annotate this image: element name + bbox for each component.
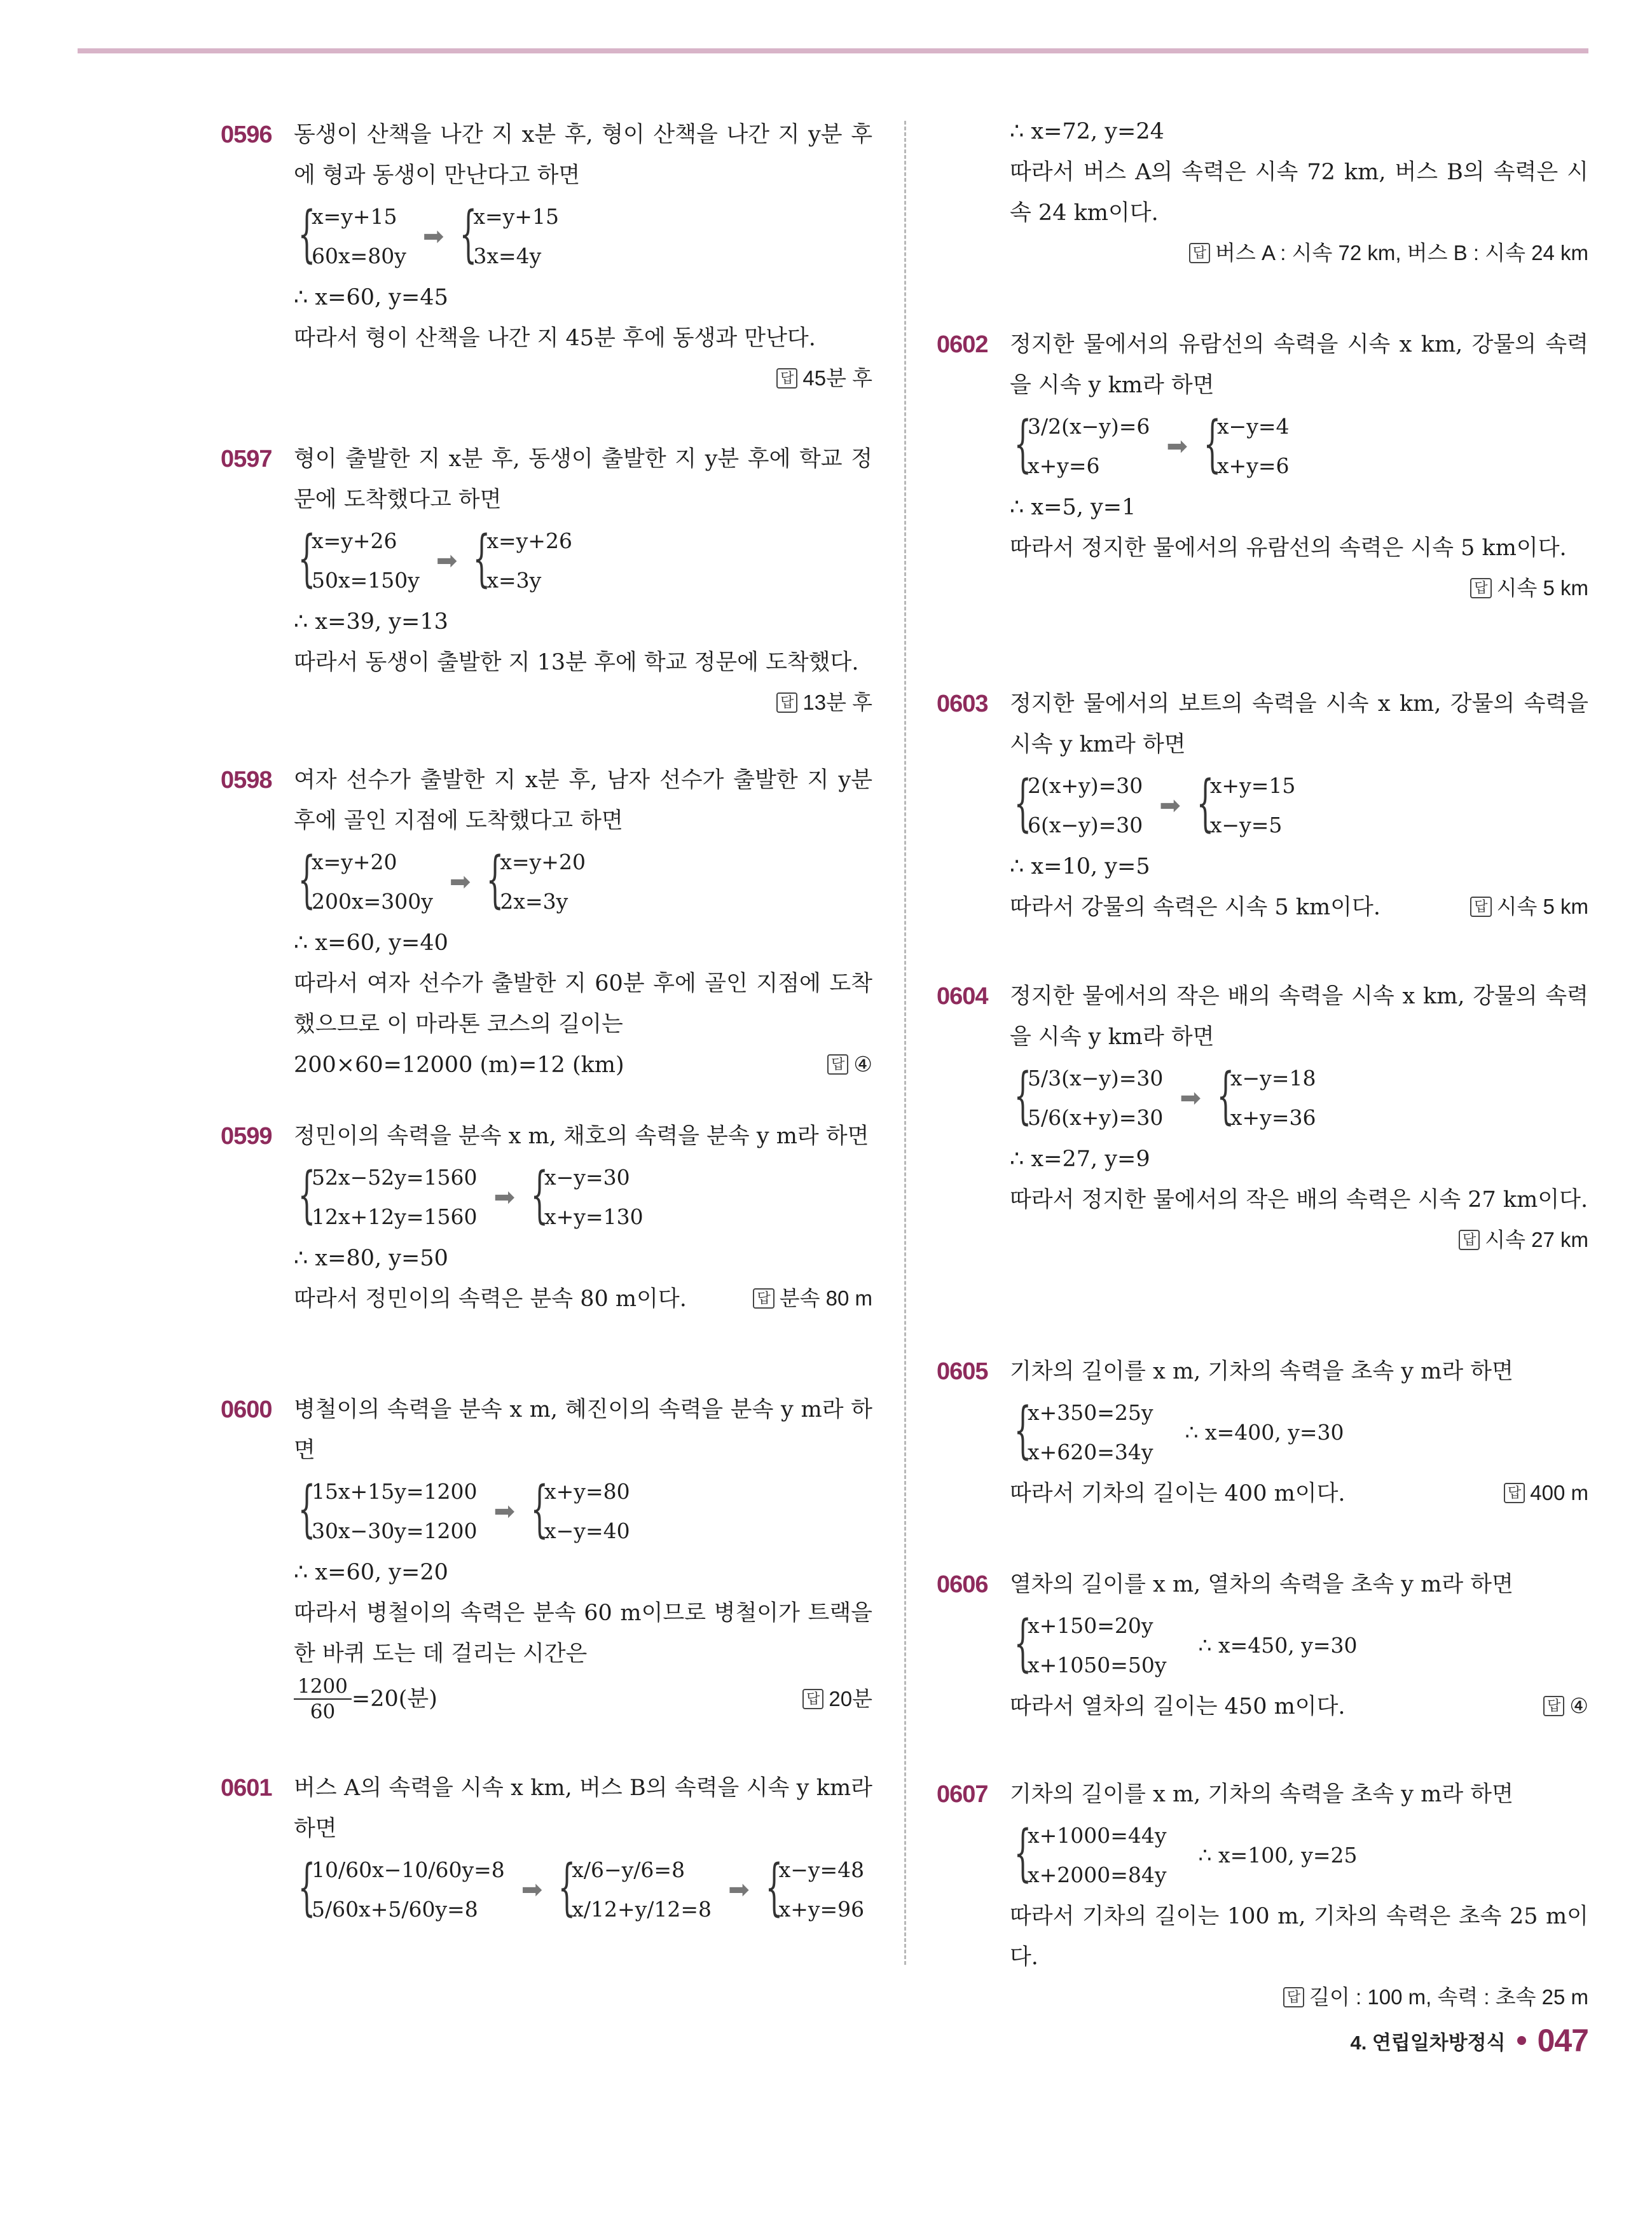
brace-icon: {: [460, 198, 478, 270]
bullet-icon: [1517, 2036, 1526, 2045]
equation-system: { x=y+26 x=3y: [473, 523, 572, 594]
equation-system: { 3/2(x−y)=6 x+y=6: [1014, 408, 1150, 479]
equation-system: { 15x+15y=1200 30x−30y=1200: [298, 1473, 478, 1545]
problem-body: [294, 1768, 872, 1931]
calc-row: [294, 1045, 872, 1085]
equation-row: [294, 1158, 872, 1237]
problem-text: 정지한 물에서의 보트의 속력을 시속 x km, 강물의 속력을 시속 y km라 하면: [1010, 691, 1588, 757]
conclusion-row: [1010, 887, 1588, 928]
brace-icon: {: [530, 1159, 549, 1230]
equation-system: { 52x−52y=1560 12x+12y=1560: [298, 1159, 478, 1230]
equation-system: { x+150=20y x+1050=50y: [1014, 1607, 1167, 1679]
answer: 답 45분 후: [294, 359, 872, 398]
answer-icon: 답: [753, 1288, 774, 1309]
brace-icon: {: [298, 1852, 316, 1923]
therefore-line: ∴ x=5, y=1: [1010, 495, 1136, 520]
equation-system: { x=y+20 200x=300y: [298, 844, 433, 915]
arrow-icon: ➡: [1166, 432, 1188, 461]
arrow-icon: ➡: [728, 1875, 750, 1904]
equation-system: { 2(x+y)=30 6(x−y)=30: [1014, 767, 1143, 839]
problem-text: 병철이의 속력을 분속 x m, 혜진이의 속력을 분속 y m라 하면: [294, 1397, 872, 1463]
equation-row: [1010, 407, 1588, 486]
equation-row: [294, 843, 872, 921]
answer: 답 분속 80 m: [753, 1279, 872, 1319]
equation-row: [294, 521, 872, 600]
problem-number: 0606: [937, 1571, 988, 1598]
answer: 답 13분 후: [294, 683, 872, 722]
answer-icon: 답: [1470, 897, 1491, 917]
therefore-line: ∴ x=27, y=9: [1010, 1146, 1150, 1172]
answer-icon: 답: [776, 692, 797, 713]
conclusion: 따라서 열차의 길이는 450 m이다.: [1010, 1694, 1346, 1719]
brace-icon: {: [1014, 767, 1032, 839]
conclusion-row: [1010, 1473, 1588, 1514]
equation-system: { x−y=18 x+y=36: [1216, 1060, 1316, 1131]
conclusion: 따라서 기차의 길이는 400 m이다.: [1010, 1481, 1346, 1506]
answer-icon: 답: [827, 1054, 848, 1075]
equation-system: { x+350=25y x+620=34y: [1014, 1394, 1153, 1466]
problem-text: 형이 출발한 지 x분 후, 동생이 출발한 지 y분 후에 학교 정문에 도착했다고 하면: [294, 446, 872, 513]
answer: 답 시속 27 km: [1010, 1220, 1588, 1260]
page-footer: [1350, 2022, 1588, 2059]
therefore-line: ∴ x=60, y=20: [294, 1560, 448, 1585]
equation-system: { 10/60x−10/60y=8 5/60x+5/60y=8: [298, 1852, 505, 1923]
calculation: $\frac{1200}{60}$ =20(분): [294, 1674, 437, 1724]
therefore-line: ∴ x=400, y=30: [1185, 1420, 1344, 1445]
therefore-line: ∴ x=450, y=30: [1198, 1633, 1358, 1658]
brace-icon: {: [1014, 1817, 1032, 1889]
page-number: 047: [1537, 2023, 1588, 2058]
conclusion: 따라서 병철이의 속력은 분속 60 m이므로 병철이가 트랙을 한 바퀴 도는 데 걸리는 시간은: [294, 1600, 872, 1667]
brace-icon: {: [765, 1852, 783, 1923]
answer-icon: 답: [1470, 578, 1491, 598]
problem-body: [294, 1389, 872, 1724]
equation-system: { x=y+20 2x=3y: [486, 844, 586, 915]
therefore-line: ∴ x=72, y=24: [1010, 119, 1164, 144]
arrow-icon: ➡: [1159, 791, 1181, 820]
therefore-line: ∴ x=10, y=5: [1010, 854, 1150, 879]
brace-icon: {: [486, 844, 504, 915]
arrow-icon: ➡: [449, 867, 471, 897]
equation-system: { x+y=15 x−y=5: [1196, 767, 1296, 839]
problem-body: [1010, 111, 1588, 273]
problem-text: 정민이의 속력을 분속 x m, 채호의 속력을 분속 y m라 하면: [294, 1124, 869, 1149]
answer: 답 ④: [1543, 1686, 1588, 1727]
conclusion: 따라서 강물의 속력은 시속 5 km이다.: [1010, 895, 1380, 920]
conclusion-row: [1010, 1686, 1588, 1727]
problem-body: [1010, 324, 1588, 608]
therefore-line: ∴ x=100, y=25: [1198, 1843, 1358, 1868]
conclusion: 따라서 여자 선수가 출발한 지 60분 후에 골인 지점에 도착했으므로 이 마라톤 코스의 길이는: [294, 971, 872, 1037]
arrow-icon: ➡: [436, 546, 458, 575]
brace-icon: {: [473, 523, 491, 594]
equation-system: { x−y=30 x+y=130: [530, 1159, 644, 1230]
problem-number: 0604: [937, 983, 988, 1010]
conclusion-row: [294, 1279, 872, 1319]
conclusion: 따라서 형이 산책을 나간 지 45분 후에 동생과 만난다.: [294, 326, 816, 351]
answer: 답 시속 5 km: [1010, 568, 1588, 608]
problem-number: 0598: [221, 767, 272, 794]
brace-icon: {: [1014, 1060, 1032, 1131]
conclusion: 따라서 정민이의 속력은 분속 80 m이다.: [294, 1286, 687, 1312]
equation-system: { x−y=48 x+y=96: [765, 1852, 865, 1923]
equation-system: { x−y=4 x+y=6: [1203, 408, 1290, 479]
problem-text: 동생이 산책을 나간 지 x분 후, 형이 산책을 나간 지 y분 후에 형과 동생이 만난다고 하면: [294, 122, 872, 188]
fraction: $\frac{1200}{60}$: [294, 1674, 352, 1724]
equation-row: [1010, 1816, 1588, 1895]
therefore-line: ∴ x=60, y=45: [294, 285, 448, 310]
brace-icon: {: [1014, 1607, 1032, 1679]
equation-row: [1010, 1059, 1588, 1138]
equation-row: [1010, 1393, 1588, 1472]
top-accent-bar: [78, 48, 1588, 53]
answer-icon: 답: [1283, 1987, 1304, 2007]
arrow-icon: ➡: [493, 1183, 516, 1212]
equation-row: [294, 1850, 872, 1929]
equation-row: [1010, 766, 1588, 845]
problem-number: 0605: [937, 1358, 988, 1385]
problem-body: [1010, 1774, 1588, 2017]
problem-body: [1010, 976, 1588, 1260]
problem-body: [1010, 1564, 1588, 1727]
problem-body: [294, 760, 872, 1085]
answer: 답 버스 A : 시속 72 km, 버스 B : 시속 24 km: [1010, 233, 1588, 273]
problem-text: 열차의 길이를 x m, 열차의 속력을 초속 y m라 하면: [1010, 1572, 1513, 1597]
brace-icon: {: [298, 1473, 316, 1545]
therefore-line: ∴ x=39, y=13: [294, 609, 448, 635]
answer-icon: 답: [776, 368, 797, 389]
equation-system: { x+1000=44y x+2000=84y: [1014, 1817, 1167, 1889]
answer-icon: 답: [1543, 1696, 1564, 1716]
problem-number: 0603: [937, 691, 988, 717]
equation-row: [294, 197, 872, 276]
problem-body: [294, 1116, 872, 1319]
therefore-line: ∴ x=60, y=40: [294, 930, 448, 956]
calculation: 200×60=12000 (m)=12 (km): [294, 1052, 624, 1078]
conclusion: 따라서 정지한 물에서의 작은 배의 속력은 시속 27 km이다.: [1010, 1187, 1588, 1213]
problem-body: [1010, 684, 1588, 928]
equation-system: { x=y+26 50x=150y: [298, 523, 420, 594]
conclusion: 따라서 동생이 출발한 지 13분 후에 학교 정문에 도착했다.: [294, 650, 859, 675]
answer-icon: 답: [802, 1689, 823, 1709]
brace-icon: {: [298, 1159, 316, 1230]
problem-number: 0597: [221, 446, 272, 472]
brace-icon: {: [1203, 408, 1222, 479]
arrow-icon: ➡: [493, 1497, 516, 1526]
conclusion: 따라서 정지한 물에서의 유람선의 속력은 시속 5 km이다.: [1010, 535, 1567, 561]
brace-icon: {: [298, 844, 316, 915]
problem-number: 0607: [937, 1781, 988, 1808]
problem-body: [294, 114, 872, 398]
column-divider: [904, 121, 906, 1965]
problem-text: 기차의 길이를 x m, 기차의 속력을 초속 y m라 하면: [1010, 1782, 1513, 1807]
calc-row: [294, 1674, 872, 1724]
answer: 답 시속 5 km: [1470, 887, 1588, 928]
equation-system: { x+y=80 x−y=40: [530, 1473, 630, 1545]
problem-text: 기차의 길이를 x m, 기차의 속력을 초속 y m라 하면: [1010, 1359, 1513, 1384]
answer: 답 ④: [827, 1045, 872, 1085]
equation-system: { x=y+15 60x=80y: [298, 198, 406, 270]
arrow-icon: ➡: [521, 1875, 543, 1904]
problem-number: 0601: [221, 1775, 272, 1801]
problem-number: 0599: [221, 1123, 272, 1150]
problem-body: [1010, 1351, 1588, 1514]
problem-text: 여자 선수가 출발한 지 x분 후, 남자 선수가 출발한 지 y분 후에 골인 지점에 도착했다고 하면: [294, 767, 872, 834]
problem-number: 0602: [937, 331, 988, 358]
conclusion: 따라서 버스 A의 속력은 시속 72 km, 버스 B의 속력은 시속 24 km이다.: [1010, 160, 1588, 226]
problem-number: 0600: [221, 1396, 272, 1423]
problem-number: 0596: [221, 121, 272, 148]
answer: 답 20분: [802, 1679, 872, 1719]
conclusion: 따라서 기차의 길이는 100 m, 기차의 속력은 초속 25 m이다.: [1010, 1904, 1588, 1970]
answer-icon: 답: [1504, 1483, 1525, 1503]
chapter-title: 4. 연립일차방정식: [1350, 2031, 1506, 2054]
equation-row: [1010, 1606, 1588, 1685]
problem-text: 버스 A의 속력을 시속 x km, 버스 B의 속력을 시속 y km라 하면: [294, 1775, 872, 1841]
arrow-icon: ➡: [1180, 1084, 1201, 1113]
answer-icon: 답: [1459, 1230, 1480, 1250]
brace-icon: {: [530, 1473, 549, 1545]
equation-system: { x=y+15 3x=4y: [460, 198, 559, 270]
answer: 답 400 m: [1504, 1473, 1588, 1514]
therefore-line: ∴ x=80, y=50: [294, 1246, 448, 1271]
problem-body: [294, 439, 872, 722]
answer: 답 길이 : 100 m, 속력 : 초속 25 m: [1010, 1978, 1588, 2017]
brace-icon: {: [298, 523, 316, 594]
answer-icon: 답: [1189, 243, 1210, 263]
brace-icon: {: [298, 198, 316, 270]
brace-icon: {: [1216, 1060, 1235, 1131]
brace-icon: {: [558, 1852, 576, 1923]
equation-system: { x/6−y/6=8 x/12+y/12=8: [558, 1852, 712, 1923]
problem-text: 정지한 물에서의 작은 배의 속력을 시속 x km, 강물의 속력을 시속 y km라 하면: [1010, 984, 1588, 1050]
brace-icon: {: [1014, 408, 1032, 479]
brace-icon: {: [1196, 767, 1214, 839]
brace-icon: {: [1014, 1394, 1032, 1466]
arrow-icon: ➡: [422, 222, 444, 251]
equation-system: { 5/3(x−y)=30 5/6(x+y)=30: [1014, 1060, 1164, 1131]
problem-text: 정지한 물에서의 유람선의 속력을 시속 x km, 강물의 속력을 시속 y km라 하면: [1010, 332, 1588, 398]
equation-row: [294, 1472, 872, 1551]
